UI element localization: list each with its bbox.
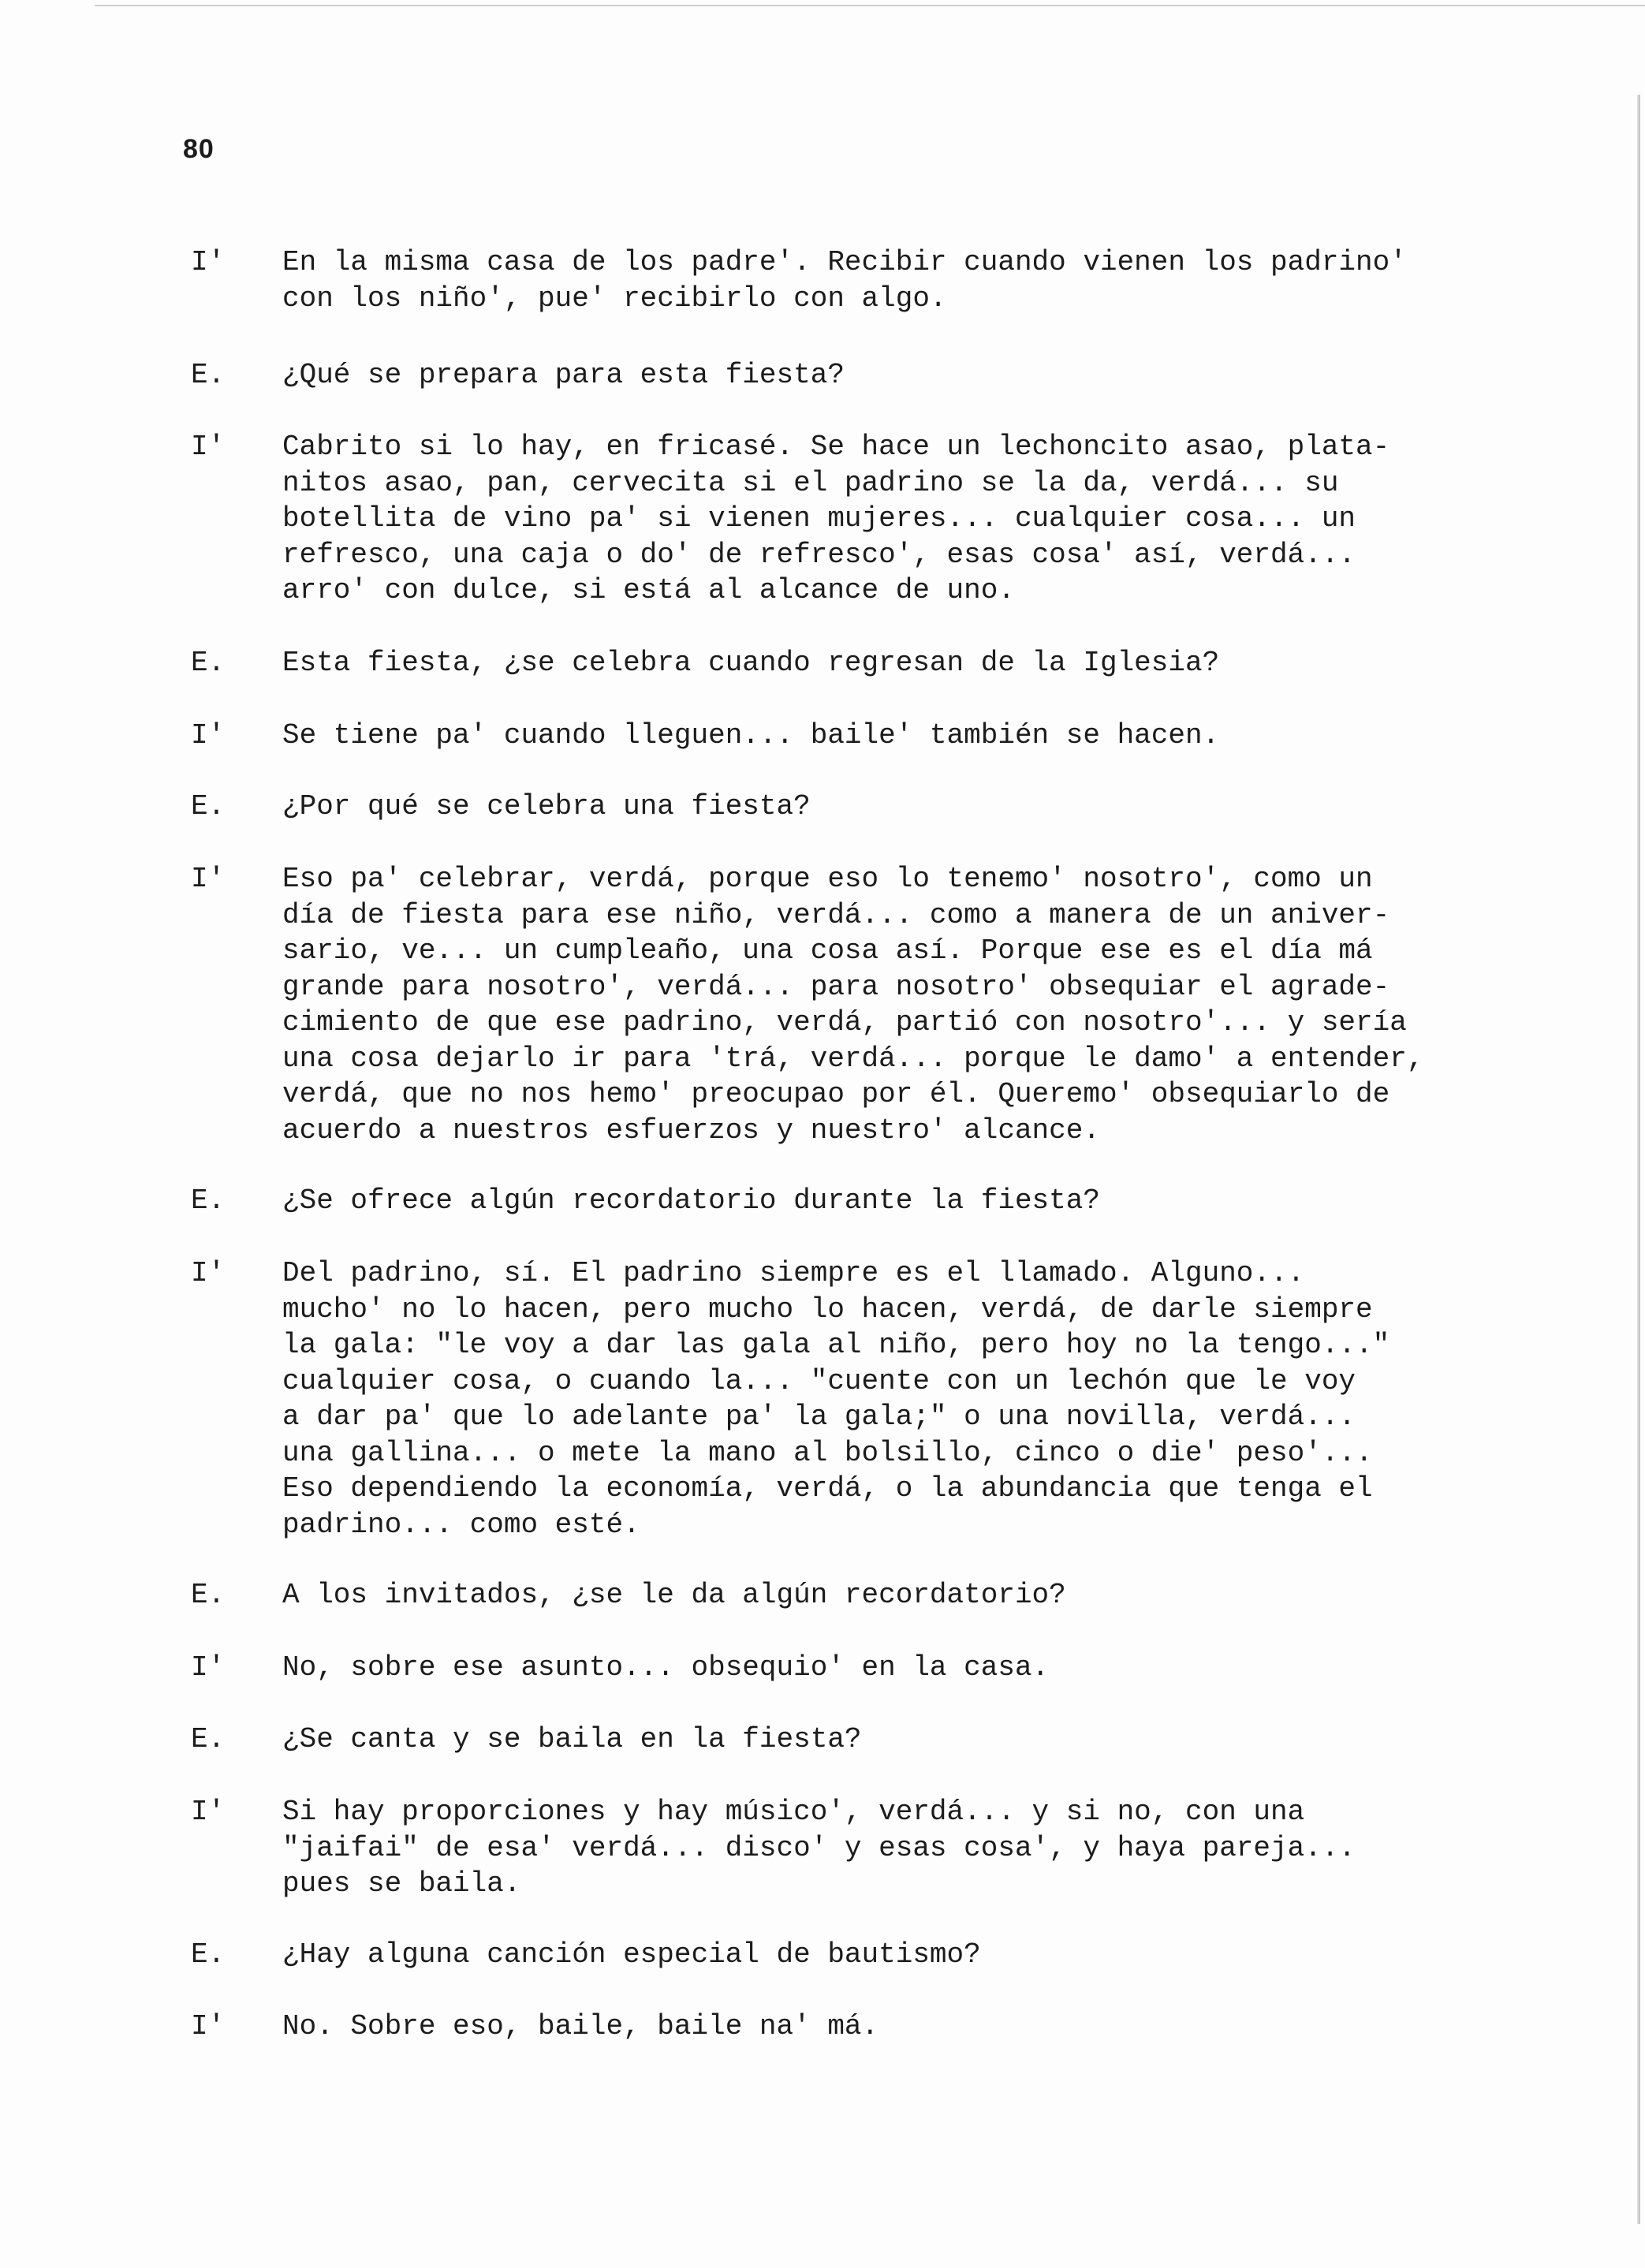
speaker-label: I' xyxy=(191,863,226,895)
speech-text: Si hay proporciones y hay músico', verdá... y si no, con una "jaifai" de esa' verdá... disco' y esas cosa', y haya pareja... pues se baila. xyxy=(282,1796,1356,1900)
speech-text: No. Sobre eso, baile, baile na' má. xyxy=(282,2010,879,2042)
speaker-label: I' xyxy=(191,719,226,752)
speech-text: ¿Hay alguna canción especial de bautismo? xyxy=(282,1938,981,1971)
speech-text: A los invitados, ¿se le da algún recordatorio? xyxy=(282,1579,1066,1611)
speech-text: ¿Se canta y se baila en la fiesta? xyxy=(282,1723,862,1755)
speech-text: Del padrino, sí. El padrino siempre es el llamado. Alguno... mucho' no lo hacen, pero mucho lo hacen, verdá, de darle siempre la gala: "le voy a dar las gala al niño, pero hoy no la tengo..." cualquier cosa, o cuando la... "cuente con un lechón que le voy a dar pa' que lo adelante pa' la gala;" o una novilla, verdá... una gallina... o mete la mano al bolsillo, cinco o die' peso'... Eso dependiendo la economía, verdá, o la abundancia que tenga el padrino... como esté. xyxy=(282,1257,1390,1541)
speaker-label: I' xyxy=(191,431,226,463)
speaker-label: I' xyxy=(191,246,226,278)
speaker-label: E. xyxy=(191,1184,226,1217)
speech-text: ¿Por qué se celebra una fiesta? xyxy=(282,790,811,823)
speech-text: ¿Qué se prepara para esta fiesta? xyxy=(282,359,845,391)
speaker-label: E. xyxy=(191,1938,226,1971)
speaker-label: E. xyxy=(191,647,226,679)
speech-text: Eso pa' celebrar, verdá, porque eso lo tenemo' nosotro', como un día de fiesta para ese niño, verdá... como a manera de un aniver- sario, ve... un cumpleaño, una cosa así. Porque ese es el día má grande para nosotro', verdá... para nosotro' obsequiar el agrade- cimiento de que ese padrino, verdá, partió con nosotro'... y sería una cosa dejarlo ir para 'trá, verdá... porque le damo' a entender, verdá, que no nos hemo' preocupao por él. Queremo' obsequiarlo de acuerdo a nuestros esfuerzos y nuestro' alcance. xyxy=(282,863,1424,1147)
speech-text: Se tiene pa' cuando lleguen... baile' también se hacen. xyxy=(282,719,1220,752)
speech-text: En la misma casa de los padre'. Recibir cuando vienen los padrino' con los niño', pue' recibirlo con algo. xyxy=(282,246,1407,315)
speaker-label: E. xyxy=(191,1723,226,1755)
speech-text: ¿Se ofrece algún recordatorio durante la fiesta? xyxy=(282,1184,1100,1217)
speaker-label: E. xyxy=(191,359,226,391)
right-page-edge xyxy=(1637,95,1640,2224)
speaker-label: I' xyxy=(191,1796,226,1828)
speaker-label: E. xyxy=(191,790,226,823)
speaker-label: I' xyxy=(191,2010,226,2042)
speech-text: Esta fiesta, ¿se celebra cuando regresan de la Iglesia? xyxy=(282,647,1220,679)
speaker-label: I' xyxy=(191,1651,226,1684)
top-edge-rule xyxy=(95,5,1645,6)
speech-text: Cabrito si lo hay, en fricasé. Se hace un lechoncito asao, plata- nitos asao, pan, cervecita si el padrino se la da, verdá... su botellita de vino pa' si vienen mujeres... cualquier cosa... un refresco, una caja o do' de refresco', esas cosa' así, verdá... arro' con dulce, si está al alcance de uno. xyxy=(282,431,1390,606)
speaker-label: E. xyxy=(191,1579,226,1611)
page-number: 80 xyxy=(183,134,214,164)
speech-text: No, sobre ese asunto... obsequio' en la casa. xyxy=(282,1651,1050,1684)
speaker-label: I' xyxy=(191,1257,226,1289)
